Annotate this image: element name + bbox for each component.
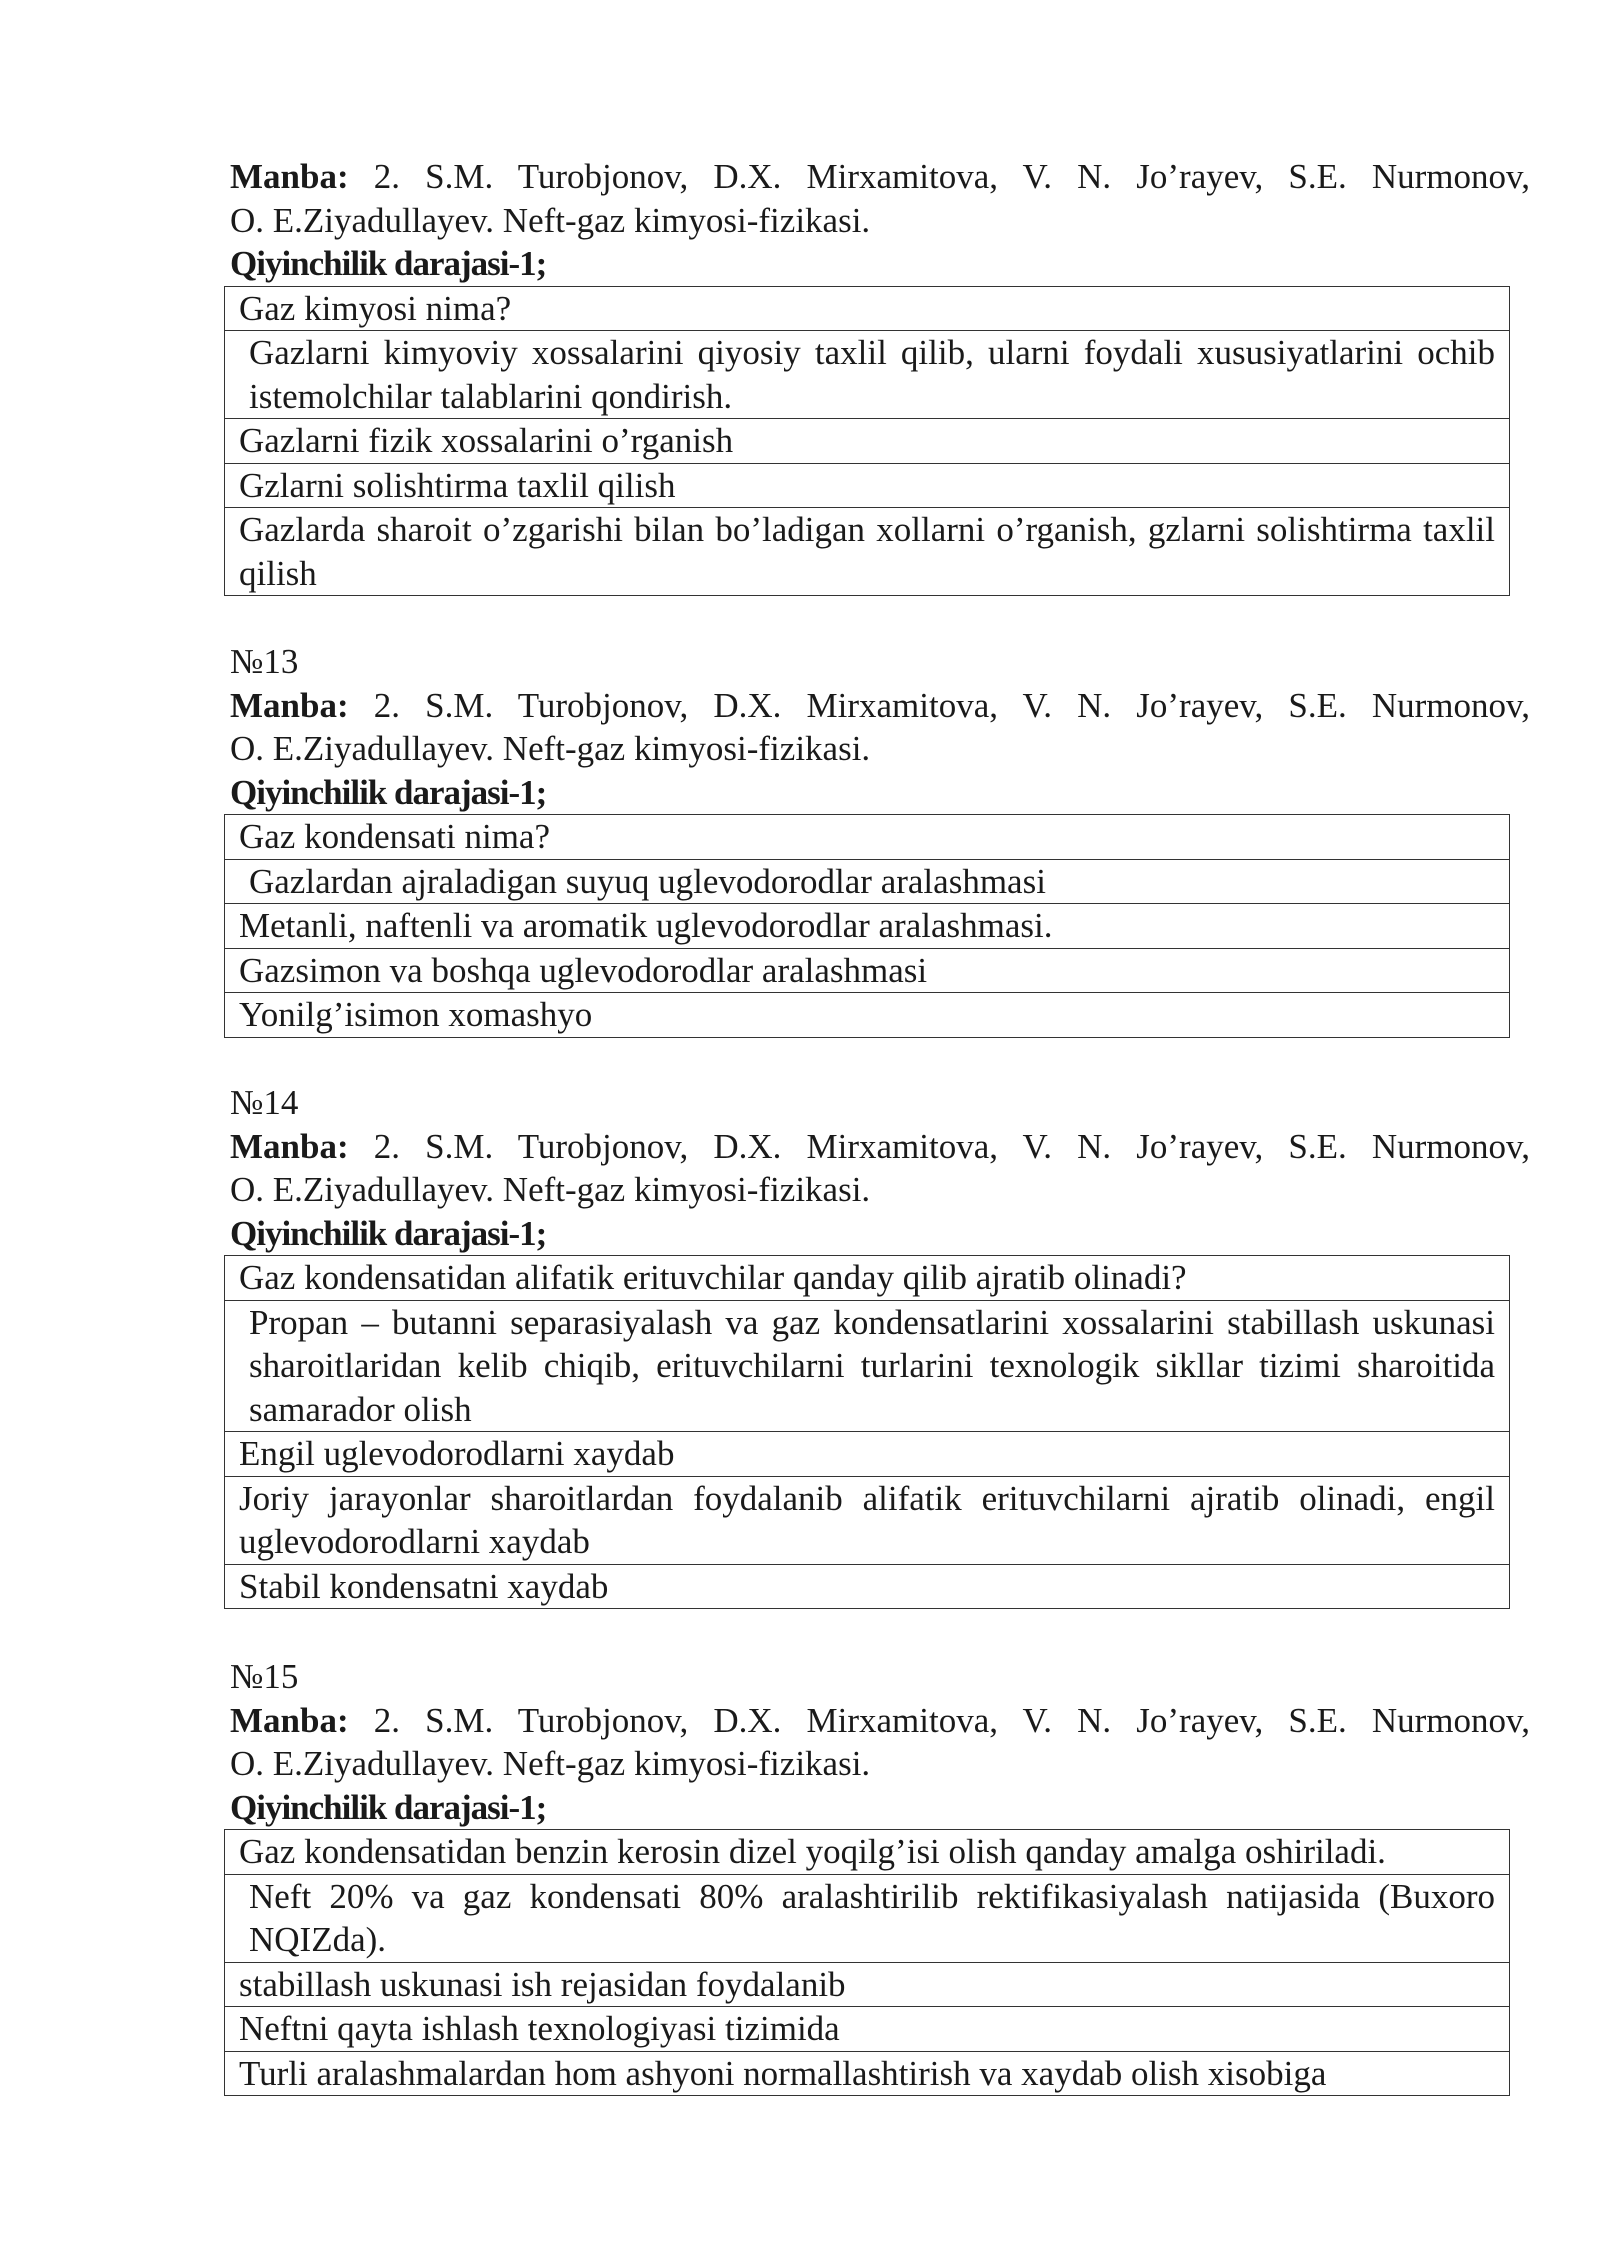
question-block-13: [230, 640, 1530, 1038]
source-line-2: O. E.Ziyadullayev. Neft-gaz kimyosi-fizikasi.: [230, 200, 871, 240]
question-text: Gaz kondensatidan alifatik erituvchilar qanday qilib ajratib olinadi?: [225, 1256, 1510, 1301]
answer-option: Yonilg’isimon xomashyo: [225, 993, 1510, 1038]
source-label: Manba:: [230, 157, 349, 196]
source-line: [230, 1125, 1530, 1169]
question-block-12: [230, 155, 1530, 596]
source-label: Manba:: [230, 1700, 349, 1740]
answer-option: Gazsimon va boshqa uglevodorodlar aralashmasi: [225, 948, 1510, 993]
question-table: [224, 814, 1510, 1038]
question-text: Gaz kondensati nima?: [225, 815, 1510, 860]
difficulty-label: Qiyinchilik darajasi-1;: [230, 1787, 547, 1827]
source-text: 2. S.M. Turobjonov, D.X. Mirxamitova, V. N. Jo’rayev, S.E. Nurmonov,: [373, 1126, 1530, 1166]
answer-option: Gazlarda sharoit o’zgarishi bilan bo’ladigan xollarni o’rganish, gzlarni solishtirma taxlil qilish: [225, 508, 1510, 596]
answer-option-correct: Gazlardan ajraladigan suyuq uglevodorodlar aralashmasi: [225, 859, 1510, 904]
answer-option: Neftni qayta ishlash texnologiyasi tizimida: [225, 2007, 1510, 2052]
answer-option: Gzlarni solishtirma taxlil qilish: [225, 463, 1510, 508]
answer-option: Joriy jarayonlar sharoitlardan foydalanib alifatik erituvchilarni ajratib olinadi, engil uglevodorodlarni xaydab: [225, 1476, 1510, 1564]
source-label: Manba:: [230, 1126, 349, 1166]
question-table: [224, 286, 1510, 597]
difficulty-label: Qiyinchilik darajasi-1;: [230, 772, 547, 812]
answer-option: Stabil kondensatni xaydab: [225, 1564, 1510, 1609]
answer-option: stabillash uskunasi ish rejasidan foydalanib: [225, 1962, 1510, 2007]
question-number: №13: [230, 642, 299, 681]
answer-option-correct: Propan – butanni separasiyalash va gaz kondensatlarini xossalarini stabillash uskunasi sharoitlaridan kelib chiqib, erituvchilarni turlarini texnologik sikllar tizimi sharoitida samarador olish: [225, 1300, 1510, 1432]
source-text: 2. S.M. Turobjonov, D.X. Mirxamitova, V. N. Jo’rayev, S.E. Nurmonov,: [373, 685, 1530, 725]
question-text: Gaz kondensatidan benzin kerosin dizel yoqilg’isi olish qanday amalga oshiriladi.: [225, 1830, 1510, 1875]
answer-option-correct: Neft 20% va gaz kondensati 80% aralashtirilib rektifikasiyalash natijasida (Buxoro NQIZda).: [225, 1874, 1510, 1962]
question-table: [224, 1829, 1510, 2096]
answer-option: Gazlarni fizik xossalarini o’rganish: [225, 419, 1510, 464]
source-label: Manba:: [230, 685, 349, 725]
source-text: 2. S.M. Turobjonov, D.X. Mirxamitova, V. N. Jo’rayev, S.E. Nurmonov,: [373, 1700, 1530, 1740]
question-block-14: [230, 1081, 1530, 1609]
answer-option: Engil uglevodorodlarni xaydab: [225, 1432, 1510, 1477]
source-line-2: O. E.Ziyadullayev. Neft-gaz kimyosi-fizikasi.: [230, 729, 871, 768]
source-line-2: O. E.Ziyadullayev. Neft-gaz kimyosi-fizikasi.: [230, 1170, 871, 1209]
question-number: №14: [230, 1083, 299, 1122]
difficulty-label: Qiyinchilik darajasi-1;: [230, 1213, 547, 1253]
source-line: [230, 155, 1530, 199]
question-text: Gaz kimyosi nima?: [225, 286, 1510, 331]
question-number: №15: [230, 1657, 299, 1696]
source-line: [230, 684, 1530, 728]
difficulty-label: Qiyinchilik darajasi-1;: [230, 244, 547, 283]
answer-option: Turli aralashmalardan hom ashyoni normallashtirish va xaydab olish xisobiga: [225, 2051, 1510, 2096]
source-line: [230, 1699, 1530, 1743]
question-table: [224, 1255, 1510, 1609]
answer-option: Metanli, naftenli va aromatik uglevodorodlar aralashmasi.: [225, 904, 1510, 949]
source-text: 2. S.M. Turobjonov, D.X. Mirxamitova, V. N. Jo’rayev, S.E. Nurmonov,: [373, 157, 1530, 196]
source-line-2: O. E.Ziyadullayev. Neft-gaz kimyosi-fizikasi.: [230, 1744, 871, 1783]
answer-option-correct: Gazlarni kimyoviy xossalarini qiyosiy taxlil qilib, ularni foydali xususiyatlarini ochib istemolchilar talablarini qondirish.: [225, 331, 1510, 419]
question-block-15: [230, 1655, 1530, 2096]
